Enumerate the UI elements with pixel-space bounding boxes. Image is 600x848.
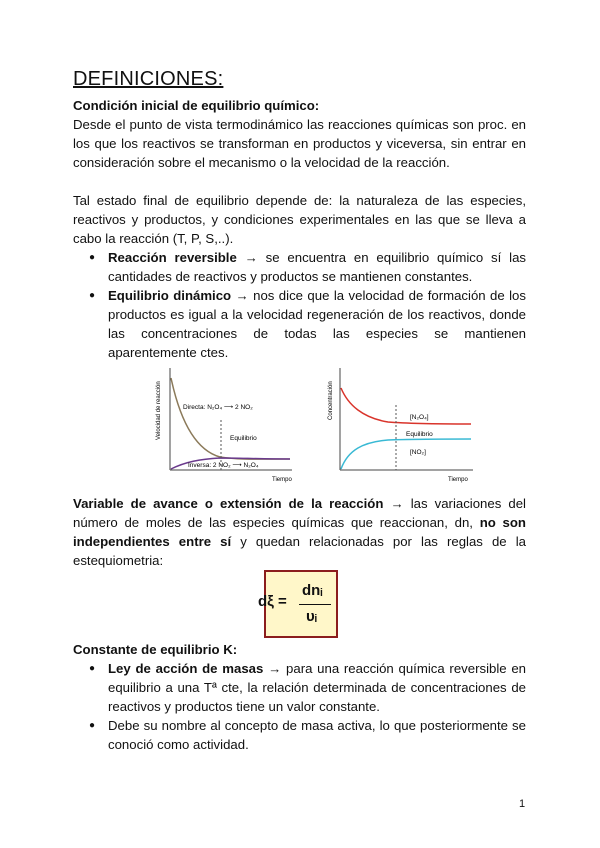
text-mass-action: → para una reacción química reversible en equilibrio a una Tª cte, la relación determinada de concentraciones de reactivos y productos tiene un valor constante. — [108, 661, 527, 714]
equation-numerator: dnᵢ — [302, 582, 323, 599]
section-heading-initial-condition: Condición inicial de equilibrio químico: — [73, 98, 320, 113]
bullet-icon: ● — [89, 663, 96, 674]
rate-vs-time-figure — [150, 360, 300, 485]
bullet-icon: ● — [89, 720, 96, 731]
equation-denominator: υᵢ — [306, 608, 317, 625]
bullet-icon: ● — [89, 252, 96, 263]
n2o4-curve — [341, 388, 471, 424]
no2-curve — [341, 439, 471, 469]
term-advance-variable: Variable de avance o extensión de la reacción — [73, 496, 384, 511]
text-dynamic: → nos dice que la velocidad de formación de los productos es igual a la velocidad regeneración de los reactivos, donde las concentraciones de todas las especies se mantienen aparentemente ctes. — [108, 288, 526, 360]
paragraph-thermodynamic: Desde el punto de vista termodinámico las reacciones químicas son proc. en los que los reactivos se transforman en productos y viceversa, sin entrar en consideración sobre el mecanismo o la velocidad de la reacción. — [73, 117, 526, 170]
concentration-vs-time-figure — [318, 360, 478, 485]
time-label-right: Tiempo — [448, 477, 468, 483]
text-name-origin: Debe su nombre al concepto de masa activa, lo que posteriormente se conoció como actividad. — [108, 718, 526, 752]
bullet-icon: ● — [89, 290, 96, 301]
term-dynamic: Equilibrio dinámico — [108, 288, 232, 303]
no2-label: [NO₂] — [410, 449, 426, 456]
term-reversible: Reacción reversible — [108, 250, 237, 265]
list-item-name-origin — [89, 716, 526, 754]
equilibrium-label-left: Equilibrio — [230, 435, 257, 442]
equation-lhs: dξ = — [258, 593, 287, 610]
text-advance-bold: no son independientes entre sí — [73, 515, 526, 549]
text-advance-2: y quedan relacionadas por las reglas de la estequiometria: — [73, 534, 526, 568]
list-item-dynamic — [89, 286, 526, 362]
direct-label: Directa: N₂O₄ ⟶ 2 NO₂ — [183, 404, 253, 411]
concentration-ylabel: Concentración — [328, 381, 334, 420]
n2o4-label: [N₂O₄] — [410, 414, 429, 421]
paragraph-advance-variable — [73, 494, 526, 570]
term-mass-action: Ley de acción de masas — [108, 661, 264, 676]
equilibrium-label-right: Equilibrio — [406, 431, 433, 438]
page-number: 1 — [519, 798, 526, 810]
list-item-reversible — [89, 248, 526, 286]
rate-ylabel: Velocidad de reacción — [156, 381, 162, 440]
equation-box — [258, 570, 338, 638]
inverse-label: Inversa: 2 NO₂ ⟶ N₂O₄ — [188, 462, 259, 469]
time-label-left: Tiempo — [272, 477, 292, 483]
text-advance-1: → las variaciones del número de moles de las especies químicas que reaccionan, dn, — [73, 496, 526, 530]
page-title: DEFINICIONES: — [73, 68, 224, 90]
fraction-bar — [299, 604, 331, 605]
section-heading-constant-k: Constante de equilibrio K: — [73, 642, 238, 657]
direct-rate-curve — [171, 378, 290, 459]
text-reversible: → se encuentra en equilibrio químico sí las cantidades de reactivos y productos se mantienen constantes. — [108, 250, 526, 284]
list-item-mass-action — [89, 659, 527, 716]
paragraph-final-state: Tal estado final de equilibrio depende de: la naturaleza de las especies, reactivos y productos, y condiciones experimentales en las que se lleva a cabo la reacción (T, P, S,..). — [73, 193, 526, 246]
